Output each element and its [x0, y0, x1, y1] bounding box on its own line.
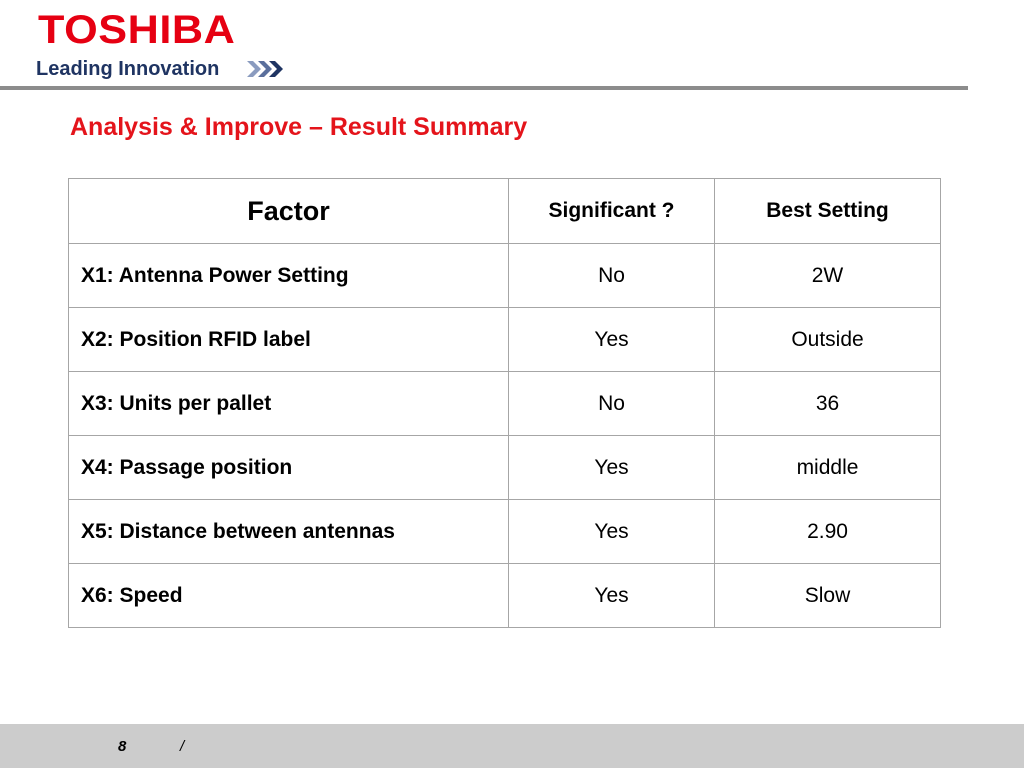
result-summary-table: [68, 178, 941, 628]
best-setting-cell: 2W: [715, 244, 941, 308]
footer-bar: [0, 724, 1024, 768]
table-row: [69, 244, 941, 308]
factor-cell: X4: Passage position: [69, 436, 509, 500]
page-separator: /: [180, 738, 185, 755]
header-significant: Significant ?: [509, 179, 715, 244]
factor-cell: X1: Antenna Power Setting: [69, 244, 509, 308]
table-row: [69, 564, 941, 628]
significant-cell: Yes: [509, 436, 715, 500]
factor-cell: X3: Units per pallet: [69, 372, 509, 436]
best-setting-cell: Slow: [715, 564, 941, 628]
significant-cell: Yes: [509, 564, 715, 628]
significant-cell: No: [509, 372, 715, 436]
best-setting-cell: Outside: [715, 308, 941, 372]
toshiba-logo: [36, 8, 296, 84]
table-row: [69, 372, 941, 436]
page-number: 8: [118, 738, 127, 755]
best-setting-cell: 36: [715, 372, 941, 436]
logo-tagline: Leading Innovation: [36, 58, 220, 80]
factor-cell: X2: Position RFID label: [69, 308, 509, 372]
table-row: [69, 308, 941, 372]
best-setting-cell: middle: [715, 436, 941, 500]
factor-cell: X5: Distance between antennas: [69, 500, 509, 564]
triple-chevron-right-icon: [247, 58, 291, 80]
header-divider: [0, 86, 968, 90]
factor-cell: X6: Speed: [69, 564, 509, 628]
header-factor: Factor: [69, 179, 509, 244]
significant-cell: Yes: [509, 308, 715, 372]
significant-cell: Yes: [509, 500, 715, 564]
significant-cell: No: [509, 244, 715, 308]
slide-title: Analysis & Improve – Result Summary: [70, 113, 528, 141]
header-best-setting: Best Setting: [715, 179, 941, 244]
table-header-row: [69, 179, 941, 244]
table-row: [69, 436, 941, 500]
table-row: [69, 500, 941, 564]
logo-brand: TOSHIBA: [38, 8, 236, 52]
best-setting-cell: 2.90: [715, 500, 941, 564]
